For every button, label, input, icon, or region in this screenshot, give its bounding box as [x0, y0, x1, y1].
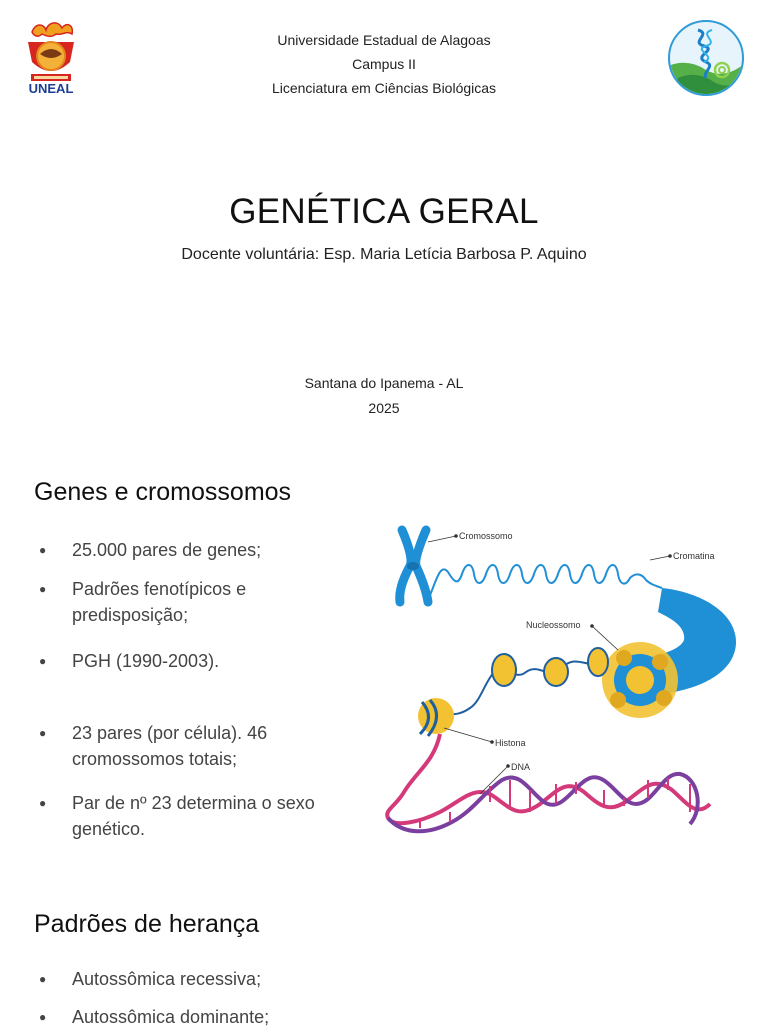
- list-item: ● PGH (1990-2003).: [34, 648, 344, 674]
- chromosome-dna-diagram: [380, 522, 750, 852]
- chromosome-shape: [400, 530, 428, 602]
- label-nucleosome: Nucleossomo: [526, 620, 581, 630]
- chromatin-coil: [428, 565, 662, 600]
- year-text: 2025: [368, 400, 400, 416]
- campus-name: Campus II: [352, 56, 416, 72]
- histone-bead: [418, 698, 454, 736]
- label-histone: Histona: [495, 738, 526, 748]
- list-item: ● Autossômica dominante;: [34, 1004, 344, 1030]
- beads-string: [440, 660, 604, 716]
- lecturer-line: Docente voluntária: Esp. Maria Letícia Barbosa P. Aquino: [181, 246, 587, 263]
- university-name: Universidade Estadual de Alagoas: [277, 32, 491, 48]
- section-title-inheritance: Padrões de herança: [34, 910, 260, 938]
- course-name: Licenciatura em Ciências Biológicas: [271, 80, 497, 96]
- list-item: ● 25.000 pares de genes;: [34, 537, 344, 563]
- uneal-logo-text: UNEAL: [28, 81, 74, 96]
- list-item: ● Par de nº 23 determina o sexo genético.: [34, 790, 344, 842]
- dna-strand-pink: [387, 734, 710, 823]
- inheritance-bullet-list: [34, 966, 344, 1030]
- course-logo: [668, 20, 744, 96]
- label-chromosome: Cromossomo: [459, 531, 513, 541]
- page-title: GENÉTICA GERAL: [229, 192, 539, 231]
- label-dna: DNA: [511, 762, 531, 772]
- location-block: [0, 371, 768, 421]
- location-text: Santana do Ipanema - AL: [304, 375, 464, 391]
- list-item: ● 23 pares (por célula). 46 cromossomos totais;: [34, 720, 344, 772]
- section-title-genes: Genes e cromossomos: [34, 478, 292, 506]
- list-item: ● Padrões fenotípicos e predisposição;: [34, 576, 344, 628]
- label-chromatin: Cromatina: [673, 551, 715, 561]
- institution-header: [134, 28, 634, 100]
- uneal-logo: [22, 18, 80, 98]
- list-item: ● Autossômica recessiva;: [34, 966, 344, 992]
- nucleosome-cluster: [602, 642, 678, 718]
- genes-bullet-list: [34, 537, 344, 842]
